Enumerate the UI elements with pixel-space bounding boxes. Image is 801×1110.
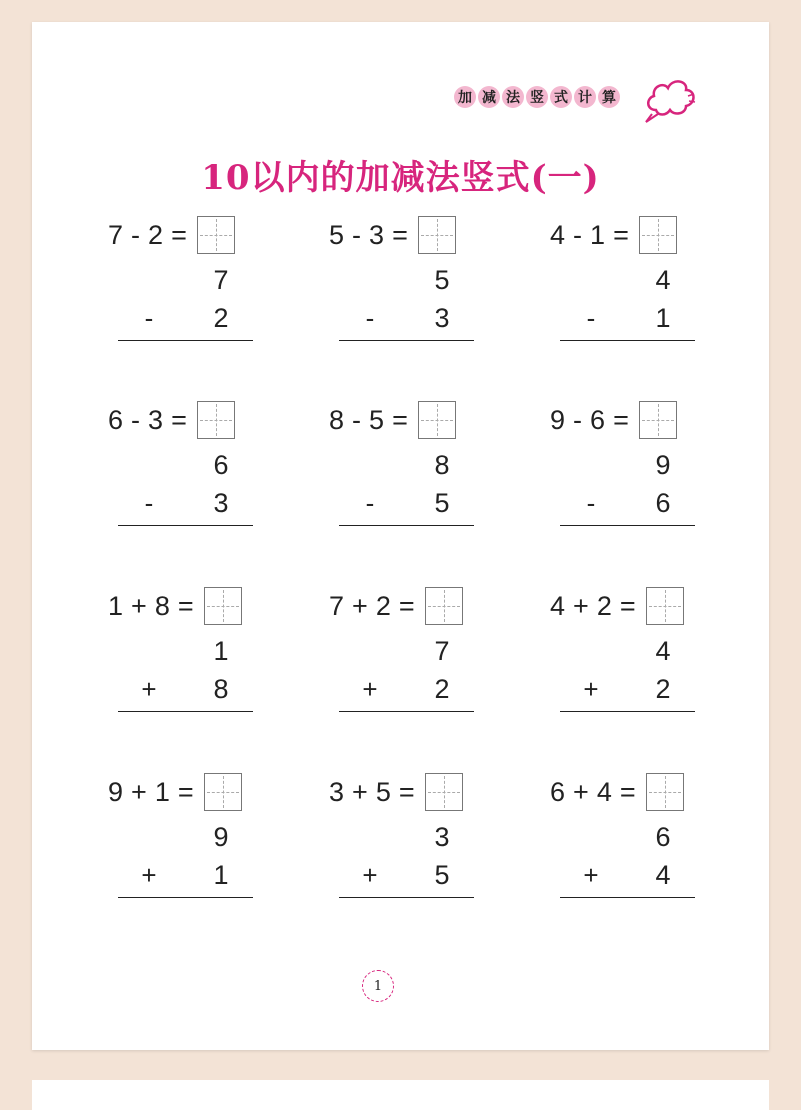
horizontal-equation	[550, 215, 677, 255]
equals-sign: =	[619, 776, 636, 807]
operator: +	[573, 590, 589, 621]
operand-a: 9	[550, 404, 566, 435]
operator: +	[352, 776, 368, 807]
equals-sign: =	[177, 590, 194, 621]
vertical-bottom-number: 1	[213, 860, 229, 890]
vertical-operator: -	[586, 488, 596, 518]
operand-a: 4	[550, 219, 566, 250]
header-char: 加	[454, 86, 476, 108]
problem-card	[550, 215, 700, 345]
operand-a: 4	[550, 590, 566, 621]
vertical-top-number: 9	[655, 450, 671, 480]
operator: -	[131, 404, 141, 435]
problem-card	[108, 772, 258, 902]
header-char: 减	[478, 86, 500, 108]
vertical-operator: -	[586, 303, 596, 333]
sum-line	[560, 711, 695, 712]
answer-box[interactable]	[425, 587, 463, 625]
operand-b: 3	[369, 219, 385, 250]
vertical-bottom-number: 2	[434, 674, 450, 704]
answer-box[interactable]	[197, 216, 235, 254]
operator: +	[131, 776, 147, 807]
header-char: 式	[550, 86, 572, 108]
equals-sign: =	[398, 590, 415, 621]
operand-a: 5	[329, 219, 345, 250]
horizontal-equation	[329, 586, 463, 626]
vertical-operator: +	[583, 674, 599, 704]
vertical-bottom-number: 5	[434, 488, 450, 518]
vertical-bottom-number: 2	[655, 674, 671, 704]
operand-b: 1	[590, 219, 606, 250]
vertical-top-number: 7	[434, 636, 450, 666]
operator: +	[352, 590, 368, 621]
problem-card	[108, 215, 258, 345]
problem-card	[329, 772, 479, 902]
vertical-bottom-number: 6	[655, 488, 671, 518]
operand-a: 7	[108, 219, 124, 250]
operand-a: 1	[108, 590, 124, 621]
problem-card	[550, 400, 700, 530]
vertical-top-number: 3	[434, 822, 450, 852]
answer-box[interactable]	[204, 587, 242, 625]
problem-card	[329, 586, 479, 716]
answer-box[interactable]	[418, 401, 456, 439]
worksheet-page	[32, 22, 769, 1050]
operator: -	[352, 219, 362, 250]
operand-a: 7	[329, 590, 345, 621]
horizontal-equation	[550, 400, 677, 440]
vertical-top-number: 9	[213, 822, 229, 852]
sum-line	[118, 897, 253, 898]
sum-line	[339, 340, 474, 341]
sum-line	[118, 525, 253, 526]
vertical-operator: -	[144, 488, 154, 518]
equals-sign: =	[392, 219, 408, 250]
operand-b: 5	[369, 404, 385, 435]
sum-line	[339, 897, 474, 898]
answer-box[interactable]	[204, 773, 242, 811]
answer-box[interactable]	[418, 216, 456, 254]
operand-b: 5	[375, 776, 391, 807]
sum-line	[118, 340, 253, 341]
vertical-top-number: 6	[655, 822, 671, 852]
vertical-top-number: 7	[213, 265, 229, 295]
operator: +	[573, 776, 589, 807]
operand-b: 8	[154, 590, 170, 621]
vertical-operator: -	[365, 303, 375, 333]
sum-line	[560, 897, 695, 898]
answer-box[interactable]	[425, 773, 463, 811]
vertical-bottom-number: 2	[213, 303, 229, 333]
page-title: 10以内的加减法竖式(一)	[201, 158, 600, 198]
sum-line	[560, 340, 695, 341]
vertical-top-number: 5	[434, 265, 450, 295]
problem-card	[329, 400, 479, 530]
equals-sign: =	[398, 776, 415, 807]
problem-card	[550, 586, 700, 716]
problem-card	[108, 586, 258, 716]
header-char: 法	[502, 86, 524, 108]
horizontal-equation	[108, 215, 235, 255]
problem-card	[108, 400, 258, 530]
operator: -	[573, 404, 583, 435]
answer-box[interactable]	[646, 587, 684, 625]
horizontal-equation	[329, 772, 463, 812]
header-char: 竖	[526, 86, 548, 108]
vertical-operator: +	[583, 860, 599, 890]
equals-sign: =	[177, 776, 194, 807]
operator: -	[573, 219, 583, 250]
sum-line	[118, 711, 253, 712]
vertical-operator: +	[141, 674, 157, 704]
next-page-edge	[32, 1080, 769, 1110]
operand-b: 3	[148, 404, 164, 435]
vertical-bottom-number: 5	[434, 860, 450, 890]
vertical-top-number: 6	[213, 450, 229, 480]
page-number: 1	[362, 970, 394, 1002]
sum-line	[560, 525, 695, 526]
operand-a: 6	[108, 404, 124, 435]
horizontal-equation	[550, 772, 684, 812]
vertical-bottom-number: 3	[213, 488, 229, 518]
sum-line	[339, 711, 474, 712]
operand-b: 4	[596, 776, 612, 807]
horizontal-equation	[108, 772, 242, 812]
vertical-top-number: 4	[655, 265, 671, 295]
section-header	[454, 84, 622, 110]
problem-card	[550, 772, 700, 902]
vertical-bottom-number: 3	[434, 303, 450, 333]
horizontal-equation	[550, 586, 684, 626]
answer-box[interactable]	[639, 401, 677, 439]
vertical-operator: -	[144, 303, 154, 333]
speech-cloud-icon	[642, 74, 698, 124]
vertical-operator: -	[365, 488, 375, 518]
vertical-operator: +	[141, 860, 157, 890]
operator: +	[131, 590, 147, 621]
operand-b: 2	[596, 590, 612, 621]
horizontal-equation	[108, 586, 242, 626]
vertical-operator: +	[362, 674, 378, 704]
vertical-top-number: 4	[655, 636, 671, 666]
horizontal-equation	[108, 400, 235, 440]
operand-a: 9	[108, 776, 124, 807]
operand-b: 2	[375, 590, 391, 621]
equals-sign: =	[171, 404, 187, 435]
problem-card	[329, 215, 479, 345]
sum-line	[339, 525, 474, 526]
vertical-top-number: 1	[213, 636, 229, 666]
equals-sign: =	[392, 404, 408, 435]
operand-b: 1	[154, 776, 170, 807]
answer-box[interactable]	[646, 773, 684, 811]
vertical-bottom-number: 4	[655, 860, 671, 890]
operand-b: 6	[590, 404, 606, 435]
equals-sign: =	[613, 404, 629, 435]
equals-sign: =	[619, 590, 636, 621]
horizontal-equation	[329, 215, 456, 255]
answer-box[interactable]	[639, 216, 677, 254]
operator: -	[352, 404, 362, 435]
answer-box[interactable]	[197, 401, 235, 439]
vertical-operator: +	[362, 860, 378, 890]
operand-b: 2	[148, 219, 164, 250]
equals-sign: =	[171, 219, 187, 250]
vertical-bottom-number: 8	[213, 674, 229, 704]
vertical-bottom-number: 1	[655, 303, 671, 333]
operand-a: 6	[550, 776, 566, 807]
equals-sign: =	[613, 219, 629, 250]
operand-a: 8	[329, 404, 345, 435]
horizontal-equation	[329, 400, 456, 440]
operator: -	[131, 219, 141, 250]
header-char: 算	[598, 86, 620, 108]
header-char: 计	[574, 86, 596, 108]
vertical-top-number: 8	[434, 450, 450, 480]
operand-a: 3	[329, 776, 345, 807]
